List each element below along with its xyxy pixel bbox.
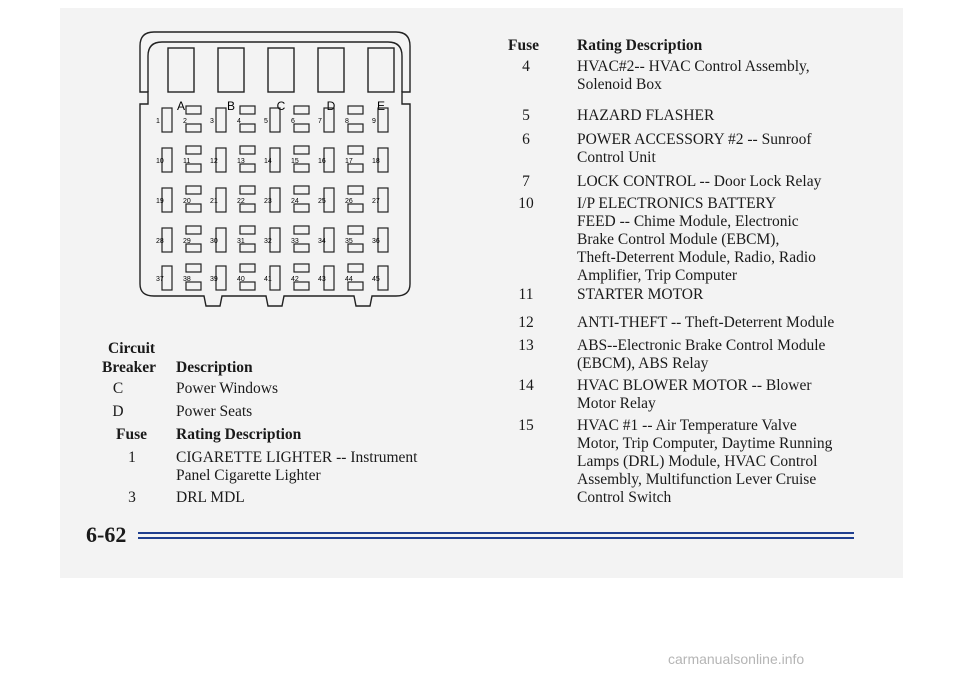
fuse-desc-line: Brake Control Module (EBCM), xyxy=(577,231,780,248)
fuse-slot xyxy=(264,148,280,172)
fuse-number: 24 xyxy=(291,198,299,205)
fuse-slot xyxy=(183,106,201,132)
fuse-desc-line: I/P ELECTRONICS BATTERY xyxy=(577,195,777,212)
fuse-number: 16 xyxy=(318,158,326,165)
fuse-num: 15 xyxy=(518,417,534,434)
fuse-number: 10 xyxy=(156,158,164,165)
fuse-number: 7 xyxy=(318,118,322,125)
fuse-number: 8 xyxy=(345,118,349,125)
cb-id: C xyxy=(112,380,124,397)
fuse-slot xyxy=(291,186,309,212)
fuse-number: 6 xyxy=(291,118,295,125)
fuse-desc-line: Motor Relay xyxy=(577,395,656,412)
fuse-number: 22 xyxy=(237,198,245,205)
fuse-num: 1 xyxy=(128,449,136,466)
relay-slot xyxy=(368,48,394,113)
fuse-slot xyxy=(345,186,363,212)
fuse-number: 25 xyxy=(318,198,326,205)
fuse-desc-line: Solenoid Box xyxy=(577,76,662,93)
fuse-slot xyxy=(264,266,280,290)
fuse-slot xyxy=(291,146,309,172)
fuse-slot xyxy=(237,264,255,290)
fuse-desc-line: HVAC BLOWER MOTOR -- Blower xyxy=(577,377,812,394)
fuse-slot xyxy=(237,146,255,172)
fuse-number: 27 xyxy=(372,198,380,205)
fuse-slot xyxy=(183,226,201,252)
fuse-number: 43 xyxy=(318,276,326,283)
relay-label: E xyxy=(376,99,386,113)
fuse-number: 37 xyxy=(156,276,164,283)
fuse-desc-line: FEED -- Chime Module, Electronic xyxy=(577,213,799,230)
fuse-number: 29 xyxy=(183,238,191,245)
fuse-desc-line: Amplifier, Trip Computer xyxy=(577,267,737,284)
fuse-slot xyxy=(156,108,172,132)
relay-slot xyxy=(168,48,194,113)
fuse-num: 4 xyxy=(522,58,530,75)
fuse-desc-line: ABS--Electronic Brake Control Module xyxy=(577,337,826,354)
fuse-desc-line: HAZARD FLASHER xyxy=(577,107,715,124)
fuse-number: 11 xyxy=(183,158,191,165)
fuse-slot xyxy=(237,186,255,212)
fuse-desc-line: (EBCM), ABS Relay xyxy=(577,355,709,372)
fuse-slot xyxy=(345,264,363,290)
circuit-breaker-table xyxy=(96,339,446,509)
fuse-number: 19 xyxy=(156,198,164,205)
fuse-desc-line: Control Switch xyxy=(577,489,672,506)
fuse-number: 35 xyxy=(345,238,353,245)
fuse-desc-line: CIGARETTE LIGHTER -- Instrument xyxy=(176,449,418,466)
fuse-num: 5 xyxy=(522,107,530,124)
fuse-rating-table xyxy=(508,36,868,506)
fuse-slot xyxy=(156,228,172,252)
fuse-header-right: Fuse xyxy=(508,37,539,54)
fuse-number: 44 xyxy=(345,276,353,283)
fuse-number: 18 xyxy=(372,158,380,165)
fuse-slot xyxy=(345,106,363,132)
fuse-slot xyxy=(156,148,172,172)
fuse-header-left: Fuse xyxy=(116,426,147,443)
fuse-number: 20 xyxy=(183,198,191,205)
fuse-desc-line: HVAC #1 -- Air Temperature Valve xyxy=(577,417,797,434)
relay-label: D xyxy=(326,99,336,113)
fuse-slot xyxy=(237,226,255,252)
fuse-num: 6 xyxy=(522,131,530,148)
fuse-block-diagram xyxy=(134,26,414,316)
fuse-number: 33 xyxy=(291,238,299,245)
fuse-number: 2 xyxy=(183,118,187,125)
page-number: 6-62 xyxy=(86,522,127,547)
fuse-number: 13 xyxy=(237,158,245,165)
fuse-number: 5 xyxy=(264,118,268,125)
fuse-slot xyxy=(372,228,388,252)
fuse-desc-line: Theft-Deterrent Module, Radio, Radio xyxy=(577,249,816,266)
fuse-slot xyxy=(345,226,363,252)
fuse-desc-line: LOCK CONTROL -- Door Lock Relay xyxy=(577,173,822,190)
fuse-number: 12 xyxy=(210,158,218,165)
fuse-slot xyxy=(291,264,309,290)
fuse-number: 21 xyxy=(210,198,218,205)
fuse-num: 13 xyxy=(518,337,534,354)
fuse-number: 14 xyxy=(264,158,272,165)
fuse-number: 39 xyxy=(210,276,218,283)
fuse-desc-line: Motor, Trip Computer, Daytime Running xyxy=(577,435,833,452)
fuse-slot xyxy=(156,266,172,290)
relay-slot xyxy=(218,48,244,113)
footer-rule xyxy=(138,537,854,539)
fuse-slot xyxy=(372,266,388,290)
fuse-number: 17 xyxy=(345,158,353,165)
fuse-number: 34 xyxy=(318,238,326,245)
fuse-desc-line: ANTI-THEFT -- Theft-Deterrent Module xyxy=(577,314,835,331)
fuse-desc-line: POWER ACCESSORY #2 -- Sunroof xyxy=(577,131,812,148)
fuse-number: 28 xyxy=(156,238,164,245)
fuse-number: 30 xyxy=(210,238,218,245)
fuse-number: 36 xyxy=(372,238,380,245)
fuse-slot xyxy=(318,266,334,290)
fuse-slot xyxy=(183,146,201,172)
fuse-slot xyxy=(210,108,226,132)
fuse-number: 40 xyxy=(237,276,245,283)
fuse-number: 4 xyxy=(237,118,241,125)
fuse-desc-line: Assembly, Multifunction Lever Cruise xyxy=(577,471,817,488)
cb-header-circuit: Circuit xyxy=(108,340,156,357)
fuse-desc-line: Lamps (DRL) Module, HVAC Control xyxy=(577,453,818,470)
fuse-desc-line: STARTER MOTOR xyxy=(577,286,704,303)
fuse-slot xyxy=(318,148,334,172)
fuse-slot xyxy=(372,188,388,212)
cb-desc: Power Windows xyxy=(176,380,278,397)
fuse-slot xyxy=(183,186,201,212)
fuse-desc-line: Control Unit xyxy=(577,149,656,166)
fuse-slot xyxy=(372,148,388,172)
relay-label: B xyxy=(226,99,236,113)
fuse-desc-line: HVAC#2-- HVAC Control Assembly, xyxy=(577,58,810,75)
fuse-slot xyxy=(210,228,226,252)
fuse-slot xyxy=(210,188,226,212)
fuse-slot xyxy=(264,188,280,212)
fuse-num: 12 xyxy=(518,314,534,331)
relay-slot xyxy=(268,48,294,113)
footer-rule xyxy=(138,532,854,534)
fuse-number: 31 xyxy=(237,238,245,245)
watermark: carmanualsonline.info xyxy=(668,651,805,667)
fuse-slot xyxy=(291,226,309,252)
rating-header-right: Rating Description xyxy=(577,37,703,54)
fuse-slot xyxy=(264,228,280,252)
fuse-slot xyxy=(237,106,255,132)
relay-slot xyxy=(318,48,344,113)
fuse-desc-line: DRL MDL xyxy=(176,489,245,506)
fuse-number: 45 xyxy=(372,276,380,283)
fuse-num: 10 xyxy=(518,195,534,212)
fuse-number: 1 xyxy=(156,118,160,125)
fuse-slot xyxy=(210,266,226,290)
fuse-number: 15 xyxy=(291,158,299,165)
fuse-number: 32 xyxy=(264,238,272,245)
fuse-number: 9 xyxy=(372,118,376,125)
fuse-number: 23 xyxy=(264,198,272,205)
fuse-number: 41 xyxy=(264,276,272,283)
cb-header-breaker: Breaker xyxy=(102,359,156,376)
fuse-desc-line: Panel Cigarette Lighter xyxy=(176,467,321,484)
fuse-num: 3 xyxy=(128,489,136,506)
fuse-slot xyxy=(156,188,172,212)
fuse-num: 11 xyxy=(518,286,534,303)
cb-desc: Power Seats xyxy=(176,403,253,420)
fuse-number: 26 xyxy=(345,198,353,205)
fuse-slot xyxy=(318,188,334,212)
rating-header-left: Rating Description xyxy=(176,426,302,443)
fuse-number: 42 xyxy=(291,276,299,283)
fuse-slot xyxy=(210,148,226,172)
cb-id: D xyxy=(112,403,124,420)
fuse-num: 7 xyxy=(522,173,530,190)
fuse-slot xyxy=(183,264,201,290)
cb-header-description: Description xyxy=(176,359,253,376)
fuse-num: 14 xyxy=(518,377,534,394)
relay-label: A xyxy=(176,99,186,113)
fuse-slot xyxy=(318,228,334,252)
fuse-slot xyxy=(291,106,309,132)
relay-label: C xyxy=(276,99,286,113)
fuse-slot xyxy=(345,146,363,172)
fuse-number: 3 xyxy=(210,118,214,125)
fuse-number: 38 xyxy=(183,276,191,283)
